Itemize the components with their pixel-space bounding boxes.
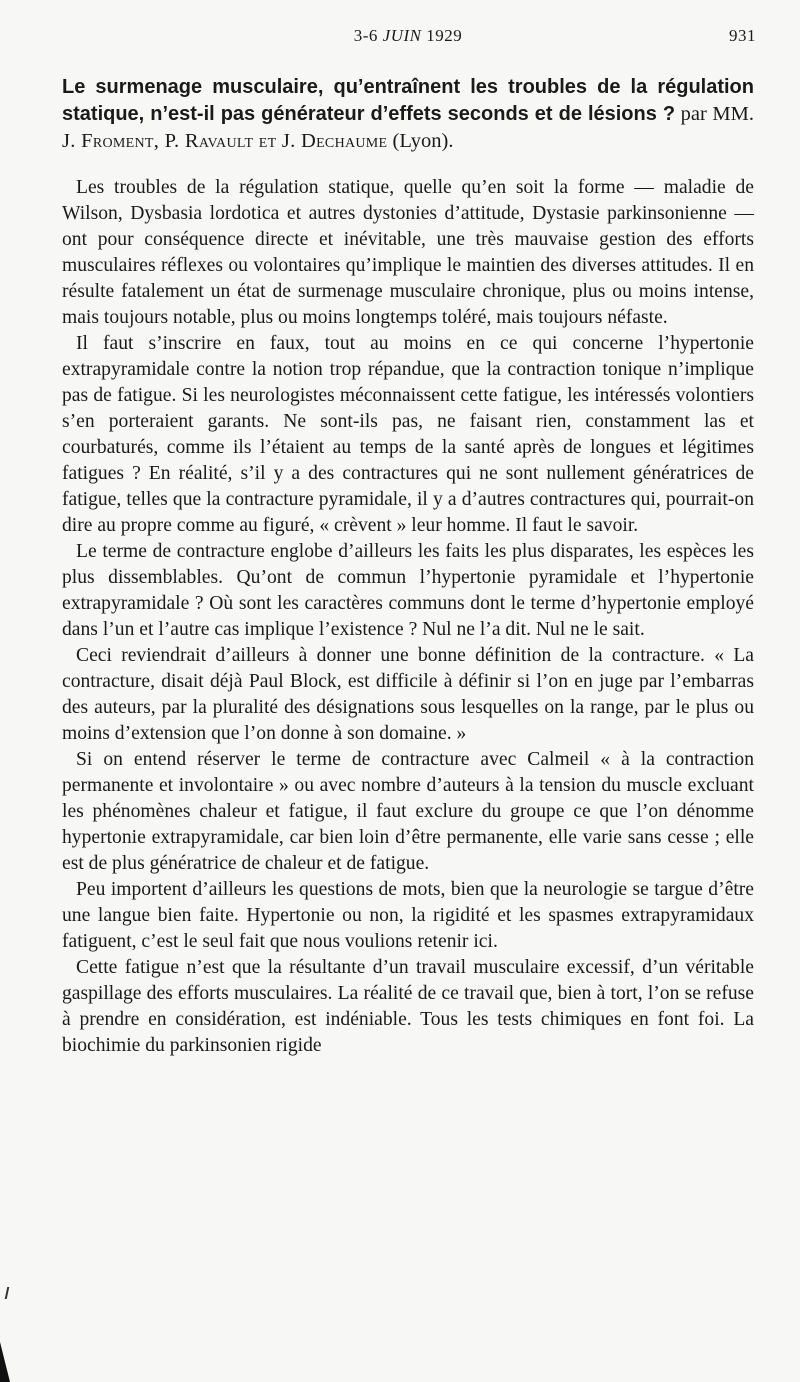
article-authors: J. Froment, P. Ravault et J. Dechaume bbox=[62, 130, 388, 152]
paragraph-2: Il faut s’inscrire en faux, tout au moins en ce qui concerne l’hypertonie extrapyramidale contre la notion trop répandue, que la contraction tonique n’implique pas de fatigue. Si les neurologistes méconnaissent cette fatigue, les intéressés volontiers s’en porteraient garants. Ne sont-ils pas, ne faisant rien, constamment las et courbaturés, comme ils l’étaient au temps de la santé après de longues et légitimes fatigues ? En réalité, s’il y a des contractures qui ne sont nullement génératrices de fatigue, telles que la contracture pyramidale, il y a d’autres contractures qui, pourrait-on dire au propre comme au figuré, « crèvent » leur homme. Il faut le savoir. bbox=[62, 333, 754, 536]
article-heading bbox=[62, 74, 754, 155]
article-location: (Lyon). bbox=[392, 130, 454, 152]
running-header bbox=[62, 26, 754, 56]
scan-corner-shadow bbox=[0, 1342, 10, 1382]
document-page bbox=[62, 26, 754, 1059]
paragraph-4: Ceci reviendrait d’ailleurs à donner une bonne définition de la contracture. « La contracture, disait déjà Paul Block, est difficile à définir si l’on en juge par l’embarras des auteurs, par la pluralité des désignations sous lesquelles on la range, par le plus ou moins d’extension que l’on donne à son domaine. » bbox=[62, 645, 754, 744]
paragraph-3: Le terme de contracture englobe d’ailleurs les faits les plus disparates, les espèces les plus dissemblables. Qu’ont de commun l’hypertonie pyramidale et l’hypertonie extrapyramidale ? Où sont les caractères communs dont le terme d’hypertonie employé dans l’un et l’autre cas implique l’existence ? Nul ne l’a dit. Nul ne le sait. bbox=[62, 541, 754, 640]
margin-pencil-mark bbox=[5, 1287, 10, 1299]
byline-prefix: par MM. bbox=[680, 103, 755, 125]
date-month: JUIN bbox=[382, 26, 422, 45]
paragraph-6: Peu importent d’ailleurs les questions de mots, bien que la neurologie se targue d’être une langue bien faite. Hypertonie ou non, la rigidité et les spasmes extrapyramidaux fatiguent, c’est le seul fait que nous voulions retenir ici. bbox=[62, 879, 754, 952]
issue-date bbox=[62, 26, 754, 46]
article-title: Le surmenage musculaire, qu’entraînent les troubles de la régulation statique, n’est-il pas générateur d’effets seconds et de lésions ? bbox=[62, 76, 754, 125]
paragraph-1: Les troubles de la régulation statique, quelle qu’en soit la forme — maladie de Wilson, Dysbasia lordotica et autres dystonies d’attitude, Dystasie parkinsonienne — ont pour conséquence directe et inévitable, une très mauvaise gestion des efforts musculaires réflexes ou volontaires qu’implique le maintien des diverses attitudes. Il en résulte fatalement un état de surmenage musculaire chronique, plus ou moins intense, mais toujours notable, plus ou moins longtemps toléré, mais toujours néfaste. bbox=[62, 177, 754, 328]
paragraph-5: Si on entend réserver le terme de contracture avec Calmeil « à la contraction permanente et involontaire » ou avec nombre d’auteurs à la tension du muscle excluant les phénomènes chaleur et fatigue, il faut exclure du groupe ce que l’on dénomme hypertonie extrapyramidale, car bien loin d’être permanente, elle varie sans cesse ; elle est de plus génératrice de chaleur et de fatigue. bbox=[62, 749, 754, 874]
article-body bbox=[62, 175, 754, 1059]
paragraph-7: Cette fatigue n’est que la résultante d’un travail musculaire excessif, d’un véritable gaspillage des efforts musculaires. La réalité de ce travail que, bien à tort, l’on se refuse à prendre en considération, est indéniable. Tous les tests chimiques en font foi. La biochimie du parkinsonien rigide bbox=[62, 957, 754, 1056]
page-number: 931 bbox=[729, 26, 756, 45]
date-prefix: 3-6 bbox=[353, 26, 378, 45]
date-year: 1929 bbox=[426, 26, 463, 45]
